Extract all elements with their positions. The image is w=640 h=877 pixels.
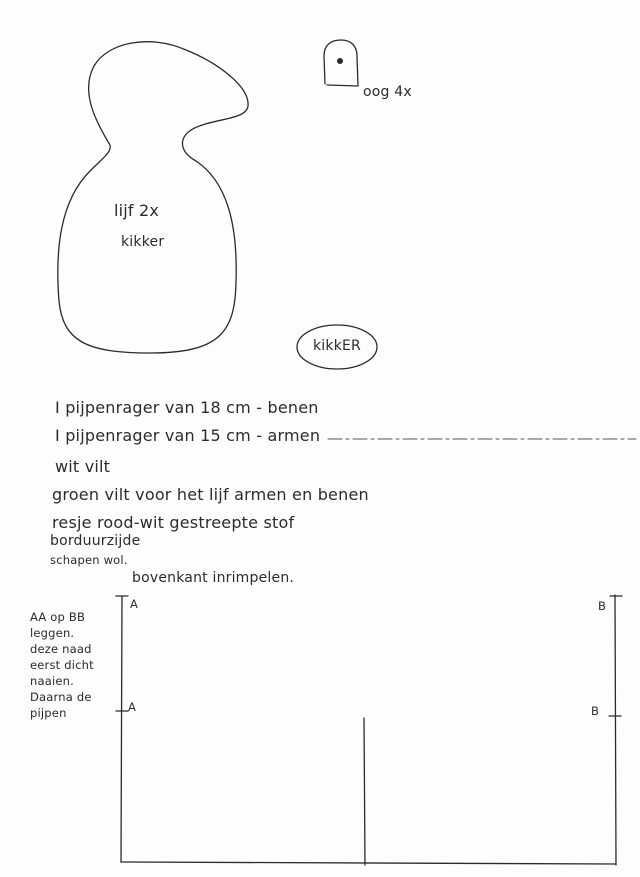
materials-line: borduurzijde: [50, 533, 141, 549]
materials-line: schapen wol.: [50, 553, 128, 567]
mark-b-bottom: B: [591, 704, 600, 718]
side-note-line: AA op BB: [30, 610, 86, 624]
side-note-line: naaien.: [30, 674, 74, 688]
side-note-line: deze naad: [30, 642, 92, 656]
mark-b-top: B: [598, 599, 607, 613]
mark-a-top: A: [130, 597, 139, 611]
body-piece-outline: [58, 42, 248, 353]
body-piece-sublabel: kikker: [121, 234, 165, 250]
mark-a-bottom: A: [128, 700, 137, 714]
rect-middle-line: [364, 718, 365, 865]
side-note-line: pijpen: [30, 706, 67, 720]
body-piece-label: lijf 2x: [114, 201, 160, 220]
rect-left-edge: [121, 596, 122, 862]
eye-dot: [337, 58, 343, 64]
shirt-instruction: bovenkant inrimpelen.: [132, 570, 295, 586]
materials-line: resje rood-wit gestreepte stof: [52, 513, 295, 532]
side-note-line: eerst dicht: [30, 658, 94, 672]
side-note-line: Daarna de: [30, 690, 92, 704]
side-note-line: leggen.: [30, 626, 75, 640]
rect-right-edge: [615, 595, 616, 865]
materials-line: I pijpenrager van 18 cm - benen: [55, 398, 319, 417]
materials-line: I pijpenrager van 15 cm - armen: [55, 426, 321, 445]
pattern-title: kikkER: [313, 338, 361, 354]
materials-line: wit vilt: [55, 457, 111, 476]
materials-line: groen vilt voor het lijf armen en benen: [52, 485, 369, 504]
rect-bottom-edge: [121, 862, 616, 864]
eye-piece-label: oog 4x: [363, 84, 412, 100]
